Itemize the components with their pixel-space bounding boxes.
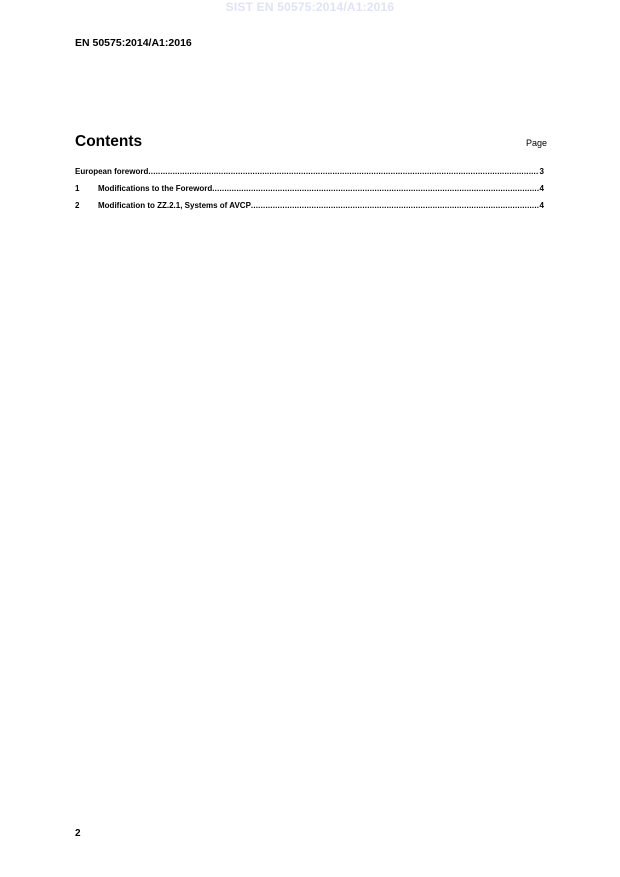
toc-entry-page: 3	[539, 167, 544, 176]
toc-entry-number: 1	[75, 184, 80, 193]
toc-entry-title: Modification to ZZ.2.1, Systems of AVCP	[98, 201, 251, 210]
toc-dot-leader	[212, 184, 538, 193]
toc-entry-modification-zz[interactable]	[75, 201, 544, 218]
toc-dot-leader	[251, 201, 539, 210]
toc-entry-page: 4	[539, 201, 544, 210]
toc-entry-page: 4	[539, 184, 544, 193]
page-number: 2	[75, 828, 81, 839]
page-column-label: Page	[525, 138, 547, 148]
contents-header	[75, 133, 547, 153]
toc-entry-number: 2	[75, 201, 80, 210]
toc-entry-modifications-foreword[interactable]	[75, 184, 544, 201]
toc-entry-title: Modifications to the Foreword	[98, 184, 213, 193]
contents-title: Contents	[75, 133, 143, 150]
toc-entry-title: European foreword	[75, 167, 149, 176]
table-of-contents	[75, 167, 544, 218]
toc-entry-european-foreword[interactable]	[75, 167, 544, 184]
watermark: SIST EN 50575:2014/A1:2016	[225, 0, 395, 14]
document-id: EN 50575:2014/A1:2016	[75, 37, 192, 49]
toc-dot-leader	[148, 167, 538, 176]
